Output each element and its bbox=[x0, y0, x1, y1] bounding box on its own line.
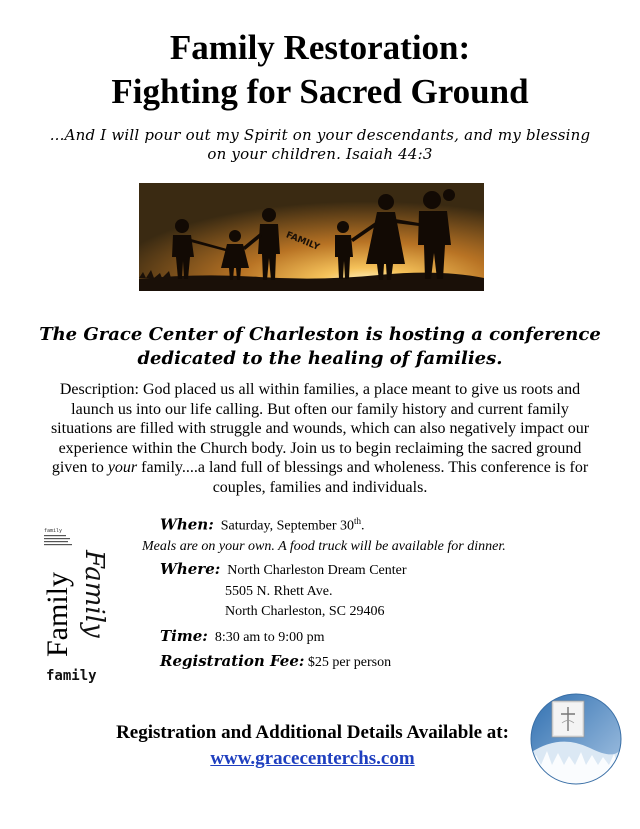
description-line-4: experience within the Church body. Join us to begin reclaiming the sacred ground bbox=[58, 439, 582, 457]
verse-line-1: ...And I will pour out my Spirit on your descendants, and my blessing bbox=[49, 126, 591, 144]
when-superscript: th bbox=[353, 516, 361, 526]
where-line-3: North Charleston, SC 29406 bbox=[225, 604, 385, 619]
fee-value: $25 per person bbox=[307, 655, 392, 670]
verse-line-2: on your children. Isaiah 44:3 bbox=[207, 145, 433, 163]
meals-note: Meals are on your own. A food truck will be available for dinner. bbox=[142, 539, 506, 554]
time-label: Time: bbox=[160, 627, 208, 645]
where-line-2: 5505 N. Rhett Ave. bbox=[225, 584, 333, 599]
description-line-5 bbox=[12, 458, 628, 478]
registration-heading: Registration and Additional Details Available at: bbox=[116, 722, 509, 743]
scripture-verse bbox=[30, 126, 610, 164]
time-value: 8:30 am to 9:00 pm bbox=[214, 630, 325, 645]
description-line-3: situations are filled with struggle and wounds, which can also negatively impact our bbox=[50, 420, 590, 438]
headline-line-1: The Grace Center of Charleston is hosting a conference bbox=[39, 324, 601, 345]
page-title-line-1: Family Restoration: bbox=[169, 28, 471, 67]
description-paragraph bbox=[12, 380, 628, 498]
registration-link-container bbox=[60, 748, 565, 770]
where-label: Where: bbox=[160, 560, 221, 578]
art-word-script: Family bbox=[79, 550, 108, 638]
page-title-line-2: Fighting for Sacred Ground bbox=[111, 72, 529, 111]
where-line-1: North Charleston Dream Center bbox=[227, 563, 407, 578]
description-line-5-start: given to bbox=[51, 459, 108, 477]
art-word-large: Family bbox=[41, 571, 74, 657]
family-art-graphic bbox=[40, 522, 108, 687]
description-emphasis: your bbox=[107, 459, 138, 477]
conference-headline bbox=[20, 323, 620, 371]
when-suffix: . bbox=[361, 518, 365, 534]
where-row bbox=[160, 560, 407, 580]
art-word-small: family bbox=[46, 668, 97, 684]
sunset-image bbox=[139, 183, 484, 291]
description-line-1: Description: God placed us all within families, a place meant to give us roots and bbox=[59, 381, 581, 398]
headline-line-2: dedicated to the healing of families. bbox=[137, 348, 503, 369]
art-mini-text: family bbox=[44, 528, 63, 534]
fee-row bbox=[160, 652, 391, 672]
family-typography-art bbox=[40, 522, 108, 687]
when-row bbox=[160, 512, 365, 536]
description-line-2: launch us into our life calling. But often our family history and current family bbox=[71, 400, 569, 418]
description-line-5-end: family....a land full of blessings and wholeness. This conference is for bbox=[137, 459, 589, 477]
fee-label: Registration Fee: bbox=[160, 652, 305, 670]
time-row bbox=[160, 627, 324, 647]
family-silhouette-photo bbox=[139, 183, 484, 291]
when-label: When: bbox=[160, 515, 214, 534]
logo-graphic bbox=[530, 693, 622, 785]
when-value: Saturday, September 30 bbox=[220, 518, 354, 534]
description-line-6: couples, families and individuals. bbox=[212, 478, 428, 496]
website-link[interactable]: www.gracecenterchs.com bbox=[210, 748, 415, 769]
grace-center-logo bbox=[530, 693, 622, 785]
family-photo-text: FAMILY bbox=[284, 230, 321, 253]
